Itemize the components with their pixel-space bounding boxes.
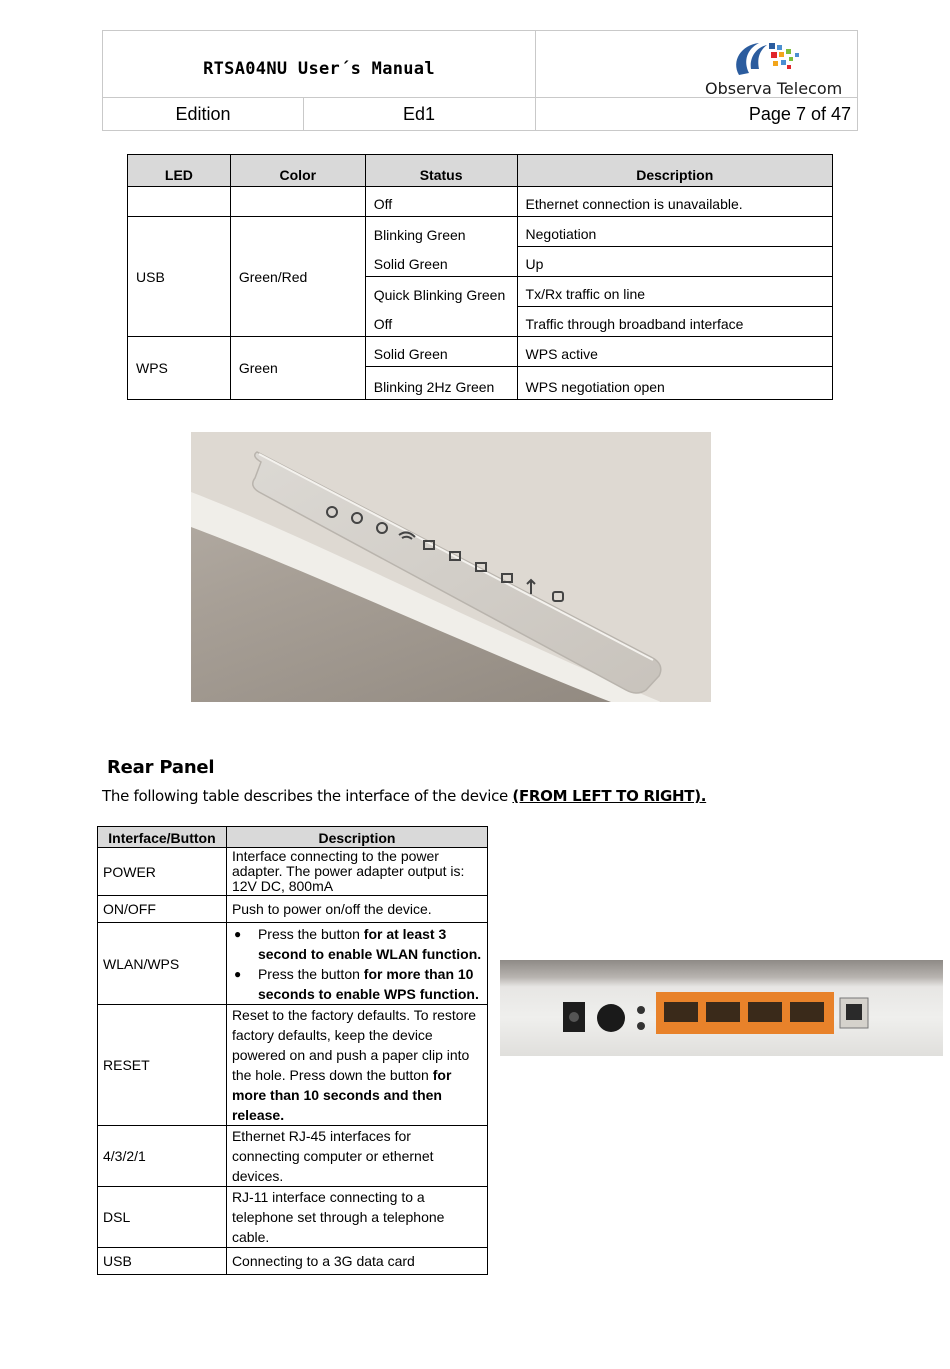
interface-cell: POWER <box>98 848 227 896</box>
table-row <box>98 1248 488 1275</box>
interface-cell: RESET <box>98 1005 227 1126</box>
table-row <box>98 1005 488 1126</box>
reset-hole-icon <box>637 1022 645 1030</box>
section-title: Rear Panel <box>107 757 215 778</box>
column-header-led: LED <box>128 155 231 187</box>
description-cell: Up <box>517 247 832 277</box>
table-row <box>98 896 488 923</box>
column-header-description: Description <box>226 827 487 848</box>
table-row <box>128 187 833 217</box>
company-logo <box>701 39 841 97</box>
table-row <box>98 1187 488 1248</box>
rear-panel-photo <box>500 960 943 1056</box>
page-number: Page 7 of 47 <box>748 104 851 124</box>
bullet-text: Press the button <box>257 965 364 982</box>
color-cell: Green <box>230 337 365 400</box>
table-row <box>98 1126 488 1187</box>
description-cell: Interface connecting to the power adapter. The power adapter output is: 12V DC, 800mA <box>226 848 487 896</box>
table-header-row <box>98 827 488 848</box>
edition-value: Ed1 <box>402 104 436 124</box>
document-title: RTSA04NU User´s Manual <box>203 59 435 79</box>
intro-emphasis: (FROM LEFT TO RIGHT). <box>512 787 707 805</box>
bullet-text: Press the button <box>257 925 364 942</box>
table-cell <box>230 187 365 217</box>
status-cell: Quick Blinking Green <box>365 277 517 307</box>
status-cell: Solid Green <box>365 247 517 277</box>
column-header-status: Status <box>365 155 517 187</box>
column-header-interface: Interface/Button <box>98 827 227 848</box>
led-status-table <box>127 154 833 400</box>
list-item <box>232 964 482 1004</box>
interface-cell: WLAN/WPS <box>98 923 227 1005</box>
led-name-cell: WPS <box>128 337 231 400</box>
description-emphasis: for more than 10 seconds and then release. <box>231 1067 452 1123</box>
description-cell <box>226 923 487 1005</box>
page-header <box>102 30 858 131</box>
description-cell: Ethernet connection is unavailable. <box>517 187 832 217</box>
status-cell: Off <box>365 307 517 337</box>
description-cell: RJ-11 interface connecting to a telephone set through a telephone cable. <box>226 1187 487 1248</box>
intro-text: The following table describes the interface of the device <box>102 787 513 805</box>
interface-cell: USB <box>98 1248 227 1275</box>
status-cell: Blinking 2Hz Green <box>365 367 517 400</box>
front-panel-photo <box>191 432 711 702</box>
status-cell: Blinking Green <box>365 217 517 247</box>
description-cell: Negotiation <box>517 217 832 247</box>
table-header-row <box>128 155 833 187</box>
description-cell <box>226 1005 487 1126</box>
description-cell: WPS negotiation open <box>517 367 832 400</box>
table-cell <box>128 187 231 217</box>
description-cell: Ethernet RJ-45 interfaces for connecting computer or ethernet devices. <box>226 1126 487 1187</box>
color-cell: Green/Red <box>230 217 365 337</box>
list-item <box>232 924 482 964</box>
column-header-color: Color <box>230 155 365 187</box>
bullet-list <box>232 924 482 1004</box>
bullet-emphasis: for more than 10 seconds to enable WPS function. <box>257 965 479 1002</box>
wlan-button-icon <box>637 1006 645 1014</box>
table-row <box>98 848 488 896</box>
section-intro <box>102 787 706 805</box>
interface-cell: DSL <box>98 1187 227 1248</box>
description-cell: Traffic through broadband interface <box>517 307 832 337</box>
description-cell: Connecting to a 3G data card <box>226 1248 487 1275</box>
bullet-emphasis: for at least 3 second to enable WLAN function. <box>257 925 482 962</box>
column-header-description: Description <box>517 155 832 187</box>
description-text: Reset to the factory defaults. To restore factory defaults, keep the device powered on and push a paper clip into the hole. Press down the button <box>231 1007 477 1083</box>
table-row <box>128 217 833 247</box>
interface-cell: ON/OFF <box>98 896 227 923</box>
description-cell: Push to power on/off the device. <box>226 896 487 923</box>
on-off-button-icon <box>597 1004 625 1032</box>
led-name-cell: USB <box>128 217 231 337</box>
description-cell: Tx/Rx traffic on line <box>517 277 832 307</box>
description-cell: WPS active <box>517 337 832 367</box>
logo-mark-icon <box>701 39 841 79</box>
table-row <box>98 923 488 1005</box>
interface-cell: 4/3/2/1 <box>98 1126 227 1187</box>
status-cell: Solid Green <box>365 337 517 367</box>
rear-panel-table <box>97 826 488 1275</box>
edition-label: Edition <box>175 104 231 124</box>
status-cell: Off <box>365 187 517 217</box>
logo-text: Observa Telecom <box>705 79 843 98</box>
table-row <box>128 337 833 367</box>
